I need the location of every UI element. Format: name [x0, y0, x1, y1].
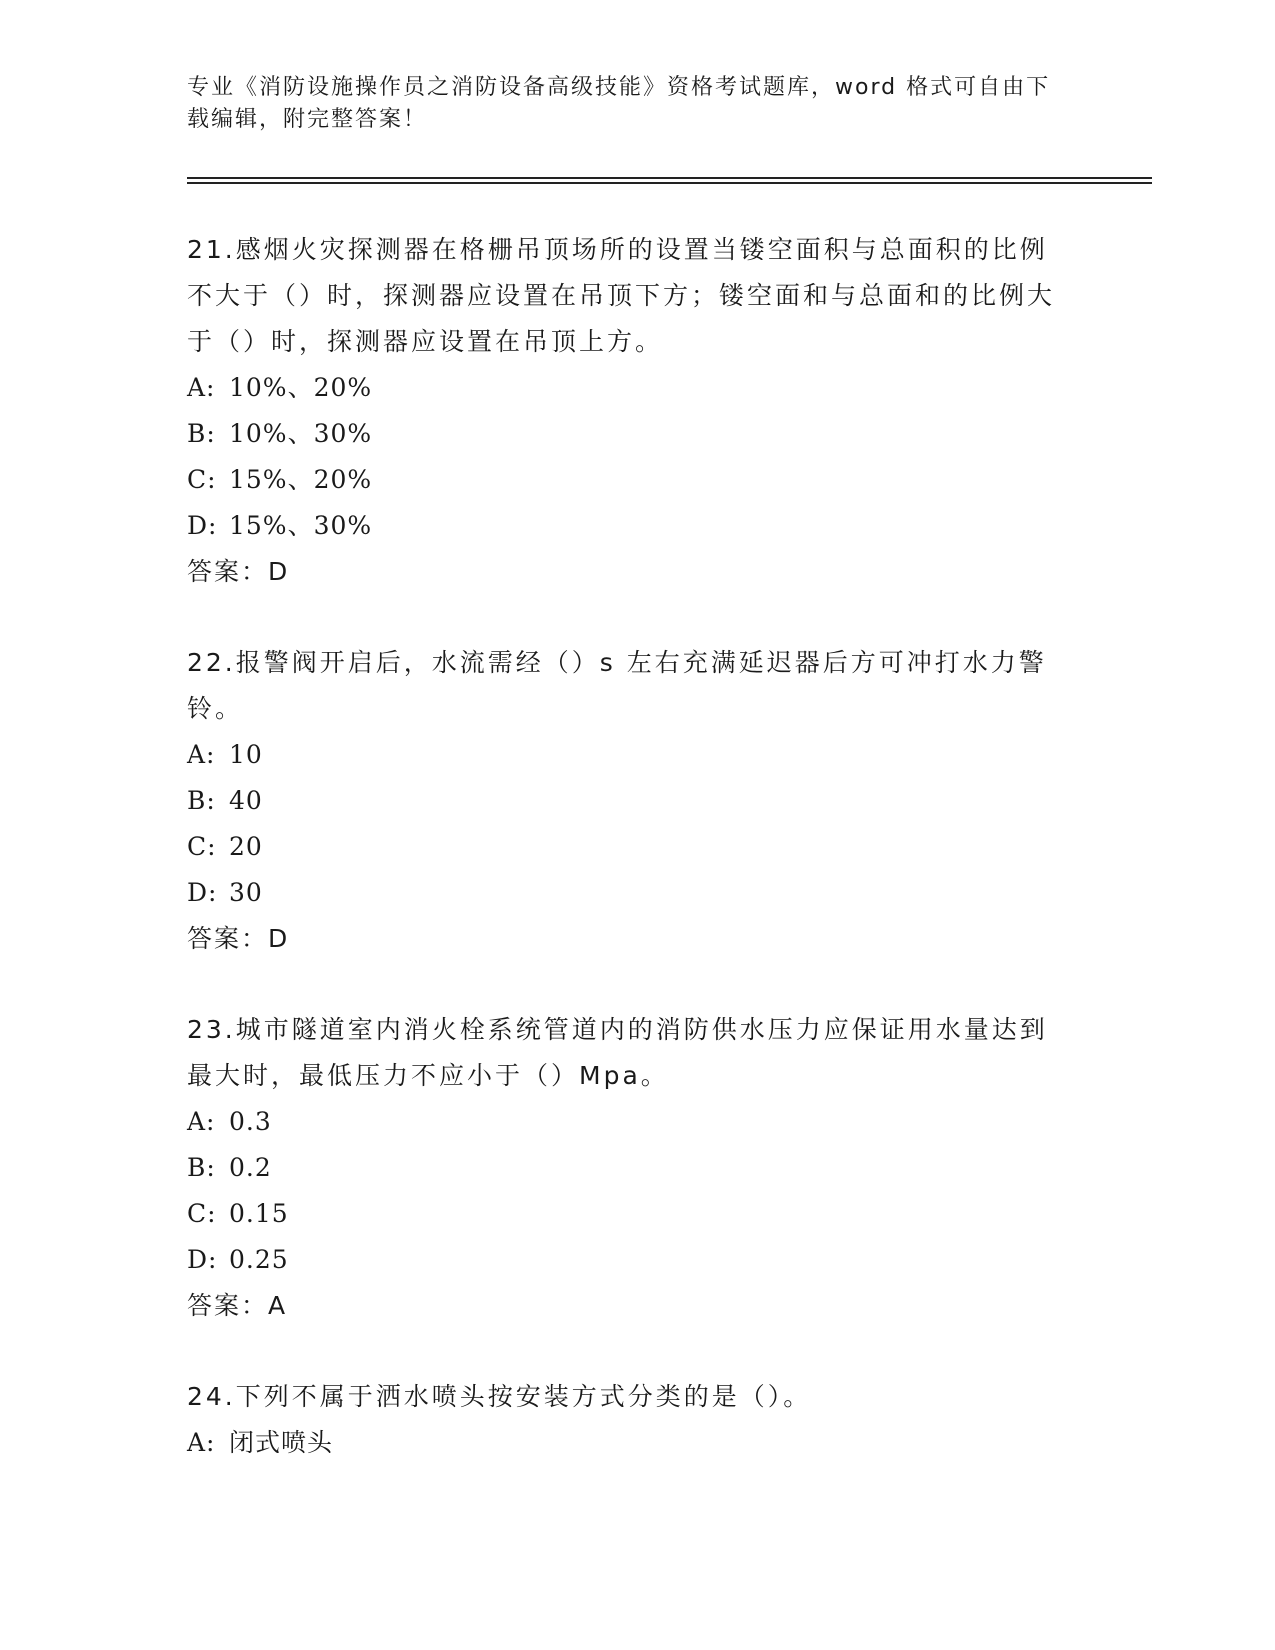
option-d: D: 30	[187, 878, 263, 907]
question-stem: 24.下列不属于洒水喷头按安装方式分类的是（）。	[187, 1382, 812, 1411]
document-header: 专业《消防设施操作员之消防设备高级技能》资格考试题库，word 格式可自由下载编辑，附完整答案！	[187, 75, 1051, 132]
option-a: A: 闭式喷头	[187, 1428, 334, 1457]
question-stem: 21.感烟火灾探测器在格栅吊顶场所的设置当镂空面积与总面积的比例不大于（）时，探测器应设置在吊顶下方；镂空面和与总面和的比例大于（）时，探测器应设置在吊顶上方。	[187, 235, 1056, 356]
option-c: C: 0.15	[187, 1199, 289, 1228]
option-c: C: 15%、20%	[187, 465, 373, 494]
option-a: A: 10%、20%	[187, 373, 373, 402]
answer: 答案：D	[187, 924, 290, 953]
header-divider-bottom	[187, 182, 1152, 184]
option-b: B: 40	[187, 786, 263, 815]
question-22	[187, 640, 1067, 962]
answer: 答案：A	[187, 1291, 288, 1320]
question-24	[187, 1374, 1067, 1466]
option-a: A: 10	[187, 740, 263, 769]
option-c: C: 20	[187, 832, 263, 861]
answer: 答案：D	[187, 557, 290, 586]
option-d: D: 0.25	[187, 1245, 289, 1274]
question-21	[187, 227, 1067, 595]
header-divider-top	[187, 177, 1152, 179]
question-stem: 22.报警阀开启后，水流需经（）s 左右充满延迟器后方可冲打水力警铃。	[187, 648, 1047, 723]
option-b: B: 0.2	[187, 1153, 272, 1182]
question-stem: 23.城市隧道室内消火栓系统管道内的消防供水压力应保证用水量达到最大时，最低压力不应小于（）Mpa。	[187, 1015, 1048, 1090]
option-d: D: 15%、30%	[187, 511, 373, 540]
option-a: A: 0.3	[187, 1107, 272, 1136]
option-b: B: 10%、30%	[187, 419, 373, 448]
question-23	[187, 1007, 1067, 1329]
